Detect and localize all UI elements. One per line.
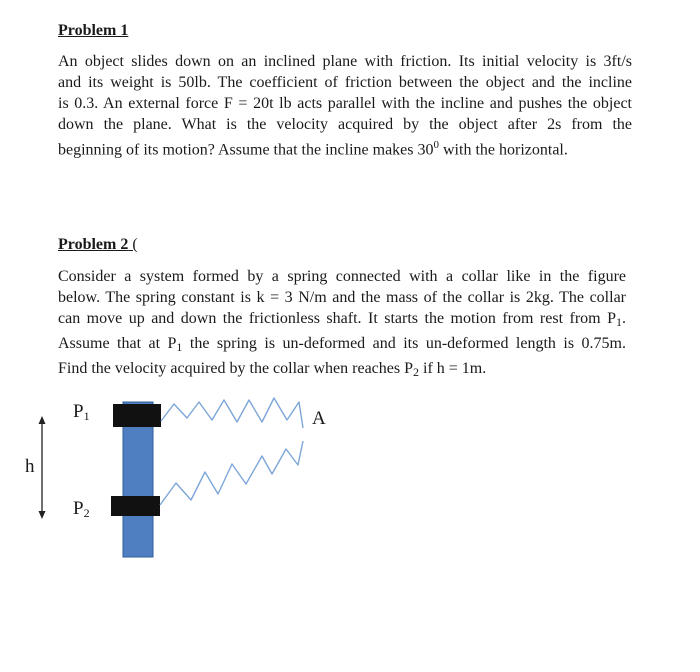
problem-1-line-text: with the horizontal. bbox=[439, 141, 568, 159]
problem-2-line: Assume that at $P_1$ the spring is un-deformed and its un-deformed length is 0.75m. bbox=[58, 335, 626, 354]
problem-1-line: is 0.3. An external force F = 20t lb acts parallel with the incline and pushes the object bbox=[58, 95, 632, 112]
problem-2-line: Consider a system formed by a spring connected with a collar like in the figure bbox=[58, 268, 626, 285]
problem-2-line: Find the velocity acquired by the collar when reaches $P_2$ if h = 1m. bbox=[58, 360, 487, 379]
problem-2-heading-text: Problem 2 bbox=[58, 236, 129, 253]
subscript: 2 bbox=[413, 365, 419, 379]
collar-p2 bbox=[111, 496, 160, 516]
problem-1-line-text: beginning of its motion? Assume that the incline makes 30 bbox=[58, 141, 434, 159]
collar-p1 bbox=[113, 404, 161, 427]
problem-1-heading-text: Problem 1 bbox=[58, 22, 129, 39]
problem-2-line: below. The spring constant is k = 3 N/m and the mass of the collar is 2kg. The collar bbox=[58, 289, 626, 306]
problem-1-line: An object slides down on an inclined plane with friction. Its initial velocity is 3ft/s bbox=[58, 53, 632, 70]
problem-2-line: can move up and down the frictionless shaft. It starts the motion from rest from $P_1$. bbox=[58, 310, 626, 329]
label-a: A bbox=[312, 408, 326, 429]
label-h: h bbox=[25, 456, 35, 477]
problem-2-heading-trail: ( bbox=[132, 236, 138, 253]
subscript: 1 bbox=[616, 315, 622, 329]
degree-superscript: 0 bbox=[433, 139, 439, 151]
label-p1: $P_1$ bbox=[73, 401, 90, 423]
problem-1-line: and its weight is 50lb. The coefficient of friction between the object and the incline bbox=[58, 74, 632, 91]
problem-1-line: down the plane. What is the velocity acquired by the object after 2s from the bbox=[58, 116, 632, 133]
spring-p1 bbox=[161, 398, 303, 428]
height-arrow-head-down bbox=[39, 511, 46, 519]
height-arrow-head-up bbox=[39, 416, 46, 424]
label-p2: $P_2$ bbox=[73, 498, 90, 520]
subscript: 1 bbox=[176, 340, 183, 354]
spring-p2 bbox=[160, 441, 303, 505]
